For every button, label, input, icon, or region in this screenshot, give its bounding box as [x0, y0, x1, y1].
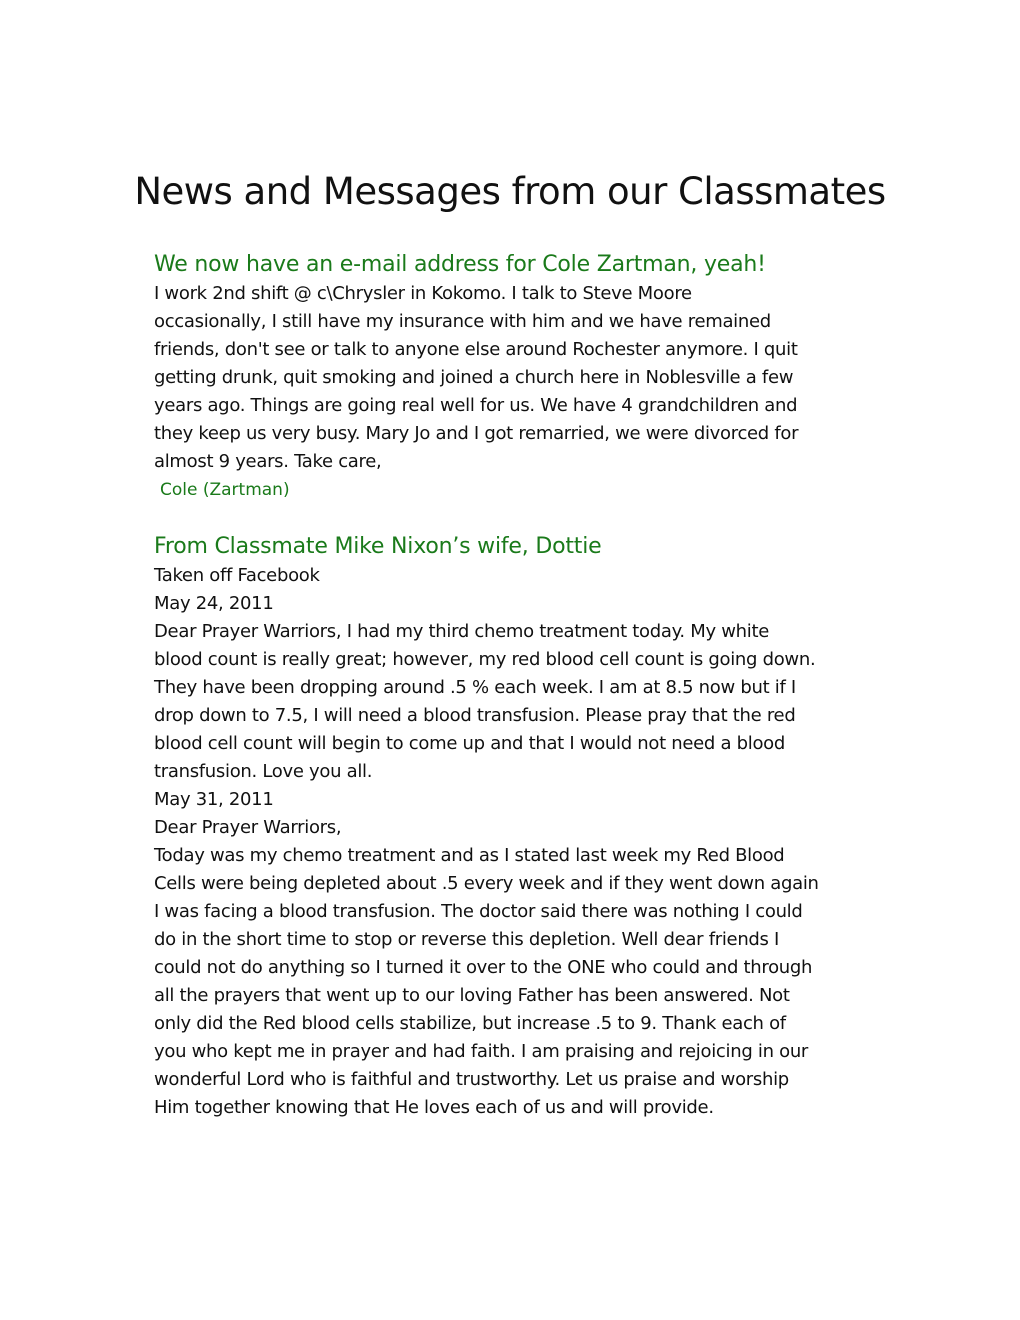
- body-line: Dear Prayer Warriors,: [154, 817, 342, 838]
- body-line: Cells were being depleted about .5 every week and if they went down again: [154, 873, 819, 894]
- section-heading: We now have an e-mail address for Cole Zartman, yeah!: [154, 252, 766, 277]
- message-cole-zartman: [154, 250, 874, 504]
- body-line: They have been dropping around .5 % each week. I am at 8.5 now but if I: [154, 677, 796, 698]
- message-dottie-nixon: [154, 532, 874, 1122]
- post-date: May 24, 2011: [154, 593, 274, 614]
- page-title: News and Messages from our Classmates: [134, 170, 886, 213]
- section-heading: From Classmate Mike Nixon’s wife, Dottie: [154, 534, 602, 559]
- message-body: [154, 280, 874, 476]
- body-line: getting drunk, quit smoking and joined a church here in Noblesville a few: [154, 367, 794, 388]
- signature: Cole (Zartman): [160, 480, 290, 500]
- body-line: you who kept me in prayer and had faith. I am praising and rejoicing in our: [154, 1041, 809, 1062]
- body-line: Dear Prayer Warriors, I had my third chemo treatment today. My white: [154, 621, 770, 642]
- body-line: Him together knowing that He loves each of us and will provide.: [154, 1097, 714, 1118]
- source-note: Taken off Facebook: [154, 565, 320, 586]
- body-line: do in the short time to stop or reverse this depletion. Well dear friends I: [154, 929, 780, 950]
- body-line: occasionally, I still have my insurance with him and we have remained: [154, 311, 771, 332]
- body-line: years ago. Things are going real well for us. We have 4 grandchildren and: [154, 395, 798, 416]
- body-line: blood cell count will begin to come up and that I would not need a blood: [154, 733, 786, 754]
- body-line: almost 9 years. Take care,: [154, 451, 382, 472]
- body-line: blood count is really great; however, my red blood cell count is going down.: [154, 649, 816, 670]
- body-line: wonderful Lord who is faithful and trustworthy. Let us praise and worship: [154, 1069, 789, 1090]
- body-line: I work 2nd shift @ c\Chrysler in Kokomo. I talk to Steve Moore: [154, 283, 692, 304]
- post-date: May 31, 2011: [154, 789, 274, 810]
- message-body: [154, 562, 874, 1122]
- body-line: could not do anything so I turned it over to the ONE who could and through: [154, 957, 813, 978]
- body-line: friends, don't see or talk to anyone else around Rochester anymore. I quit: [154, 339, 798, 360]
- body-line: all the prayers that went up to our loving Father has been answered. Not: [154, 985, 790, 1006]
- body-line: I was facing a blood transfusion. The doctor said there was nothing I could: [154, 901, 803, 922]
- body-line: Today was my chemo treatment and as I stated last week my Red Blood: [154, 845, 785, 866]
- body-line: they keep us very busy. Mary Jo and I got remarried, we were divorced for: [154, 423, 799, 444]
- body-line: transfusion. Love you all.: [154, 761, 373, 782]
- body-line: only did the Red blood cells stabilize, but increase .5 to 9. Thank each of: [154, 1013, 786, 1034]
- body-line: drop down to 7.5, I will need a blood transfusion. Please pray that the red: [154, 705, 796, 726]
